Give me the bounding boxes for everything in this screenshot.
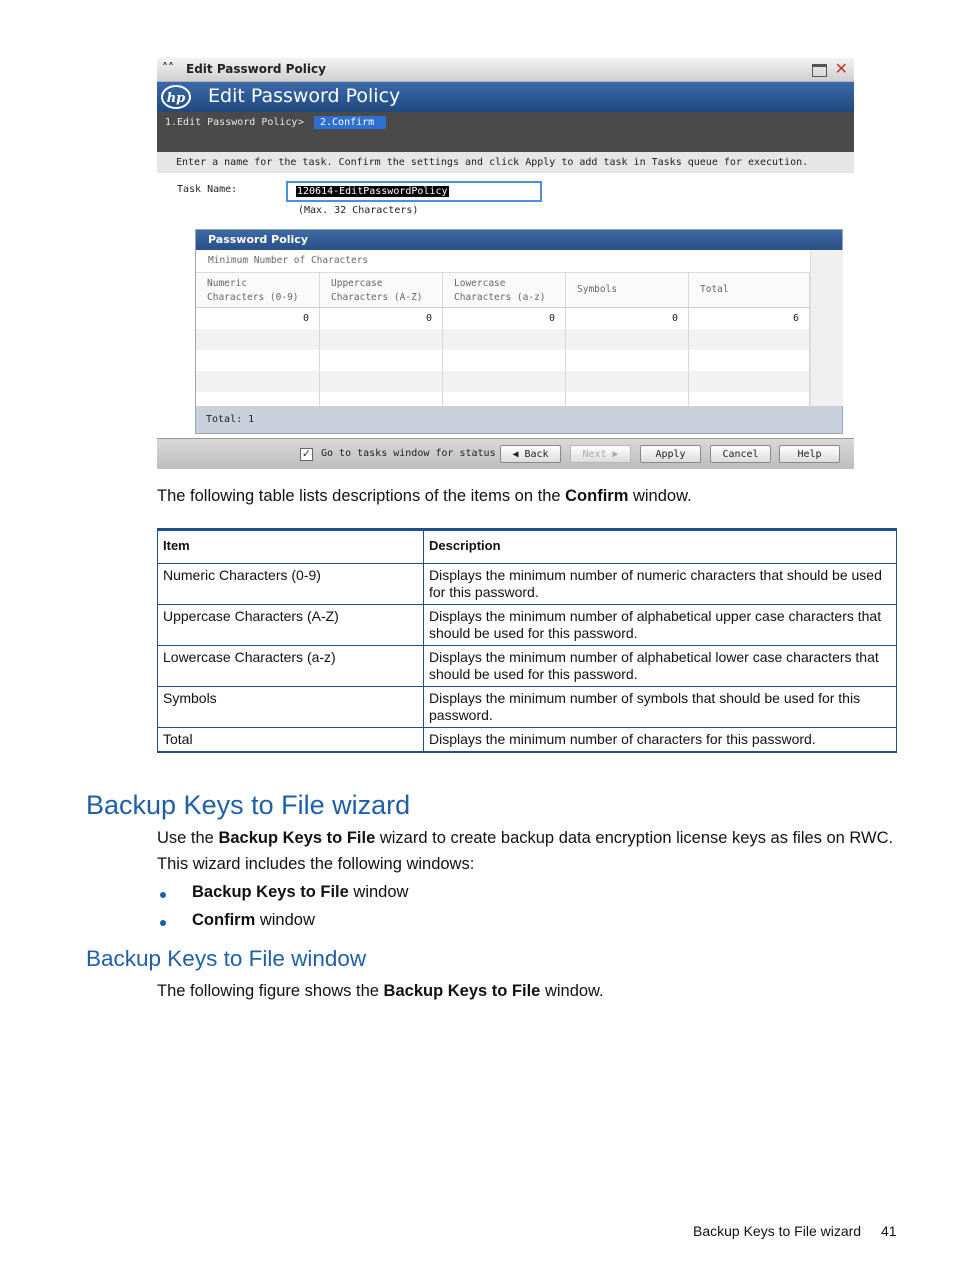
hp-logo: hp	[161, 85, 191, 109]
section-p1-pre: Use the	[157, 829, 219, 847]
maximize-icon[interactable]	[812, 64, 827, 77]
subsection-heading: Backup Keys to File window	[86, 946, 367, 971]
description-line: Displays the minimum number of characters for this password.	[429, 731, 816, 747]
section-paragraph-2: This wizard includes the following windows:	[157, 855, 475, 873]
table-row	[158, 728, 897, 753]
column-header-line2: Characters (A-Z)	[331, 292, 423, 303]
value-uppercase: 0	[320, 308, 443, 329]
empty-row	[196, 329, 810, 350]
task-name-note: (Max. 32 Characters)	[298, 205, 419, 216]
description-line: Displays the minimum number of symbols that should be used for this	[429, 690, 861, 706]
description-line: Displays the minimum number of numeric characters that should be used	[429, 567, 882, 583]
step-confirm[interactable]: 2.Confirm	[314, 116, 386, 129]
table-cell-item: Lowercase Characters (a-z)	[158, 646, 424, 687]
section-paragraph-1	[157, 829, 893, 848]
table-cell-description	[424, 564, 897, 605]
password-policy-subheader: Minimum Number of Characters	[196, 250, 810, 273]
apply-button[interactable]: Apply	[640, 445, 701, 463]
column-header-symbols[interactable]	[566, 273, 689, 307]
table-cell-description	[424, 646, 897, 687]
subsection-p-pre: The following figure shows the	[157, 982, 384, 1000]
cancel-button[interactable]: Cancel	[710, 445, 771, 463]
value-symbols: 0	[566, 308, 689, 329]
description-line: Displays the minimum number of alphabetical lower case characters that	[429, 649, 879, 665]
list-item	[192, 883, 408, 902]
table-header-row	[158, 530, 897, 564]
back-button[interactable]: ◀ Back	[500, 445, 561, 463]
description-line: Displays the minimum number of alphabetical upper case characters that	[429, 608, 882, 624]
empty-row	[196, 392, 810, 406]
description-line: password.	[429, 707, 493, 723]
table-cell-description	[424, 687, 897, 728]
instruction-text: Enter a name for the task. Confirm the settings and click Apply to add task in Tasks queue for execution.	[157, 152, 854, 173]
subsection-p-post: window.	[540, 982, 604, 1000]
list-item-rest: window	[255, 911, 315, 929]
list-item	[192, 911, 315, 930]
footer-section-title: Backup Keys to File wizard	[693, 1223, 862, 1239]
column-header-total[interactable]	[689, 273, 810, 307]
collapse-icon[interactable]: ˄˄	[162, 61, 174, 75]
table-cell-item: Uppercase Characters (A-Z)	[158, 605, 424, 646]
bullet-icon	[160, 892, 166, 898]
value-numeric: 0	[196, 308, 320, 329]
bullet-icon	[160, 920, 166, 926]
close-icon[interactable]: ✕	[834, 59, 848, 78]
table-cell-item: Total	[158, 728, 424, 753]
password-policy-panel	[195, 229, 843, 434]
step-edit-password-policy[interactable]: 1.Edit Password Policy	[165, 117, 298, 128]
table-row	[158, 687, 897, 728]
button-bar	[157, 438, 854, 469]
step-separator: >	[298, 117, 305, 128]
table-cell-description	[424, 605, 897, 646]
task-name-value: 120614-EditPasswordPolicy	[297, 186, 448, 197]
items-description-table	[157, 528, 897, 753]
value-lowercase: 0	[443, 308, 566, 329]
section-heading: Backup Keys to File wizard	[86, 790, 411, 820]
task-name-input[interactable]	[286, 181, 542, 202]
window-titlebar	[157, 58, 854, 82]
window-title: Edit Password Policy	[186, 62, 326, 76]
column-header-numeric[interactable]	[196, 273, 320, 307]
task-name-label: Task Name:	[177, 184, 238, 195]
wizard-steps	[157, 112, 854, 152]
policy-column-headers	[196, 273, 810, 308]
description-line: for this password.	[429, 584, 539, 600]
footer-page-number: 41	[881, 1223, 897, 1239]
column-header-line1: Total	[700, 284, 729, 295]
go-to-tasks-label: Go to tasks window for status	[321, 448, 496, 459]
column-header-lowercase[interactable]	[443, 273, 566, 307]
value-total: 6	[689, 308, 810, 329]
policy-total-footer: Total: 1	[196, 406, 842, 433]
table-cell-description	[424, 728, 897, 753]
table-cell-item: Numeric Characters (0-9)	[158, 564, 424, 605]
column-header-line1: Symbols	[577, 284, 618, 295]
column-header-line1: Numeric	[207, 278, 248, 289]
edit-password-policy-window	[157, 58, 854, 468]
section-p1-post: wizard to create backup data encryption license keys as files on RWC.	[375, 829, 894, 847]
column-header-uppercase[interactable]	[320, 273, 443, 307]
policy-values-row[interactable]	[196, 308, 810, 329]
column-header-line1: Uppercase	[331, 278, 383, 289]
subsection-paragraph	[157, 982, 604, 1001]
table-header-item: Item	[158, 530, 424, 564]
column-header-line2: Characters (a-z)	[454, 292, 546, 303]
next-button[interactable]: Next ▶	[570, 445, 631, 463]
table-row	[158, 564, 897, 605]
table-row	[158, 605, 897, 646]
table-row	[158, 646, 897, 687]
help-button[interactable]: Help	[779, 445, 840, 463]
password-policy-header: Password Policy	[196, 230, 842, 250]
banner-title: Edit Password Policy	[208, 85, 401, 107]
intro-text-bold: Confirm	[565, 487, 629, 505]
description-line: should be used for this password.	[429, 625, 638, 641]
description-line: should be used for this password.	[429, 666, 638, 682]
window-banner	[157, 82, 854, 112]
empty-row	[196, 350, 810, 371]
list-item-rest: window	[348, 883, 409, 901]
table-cell-item: Symbols	[158, 687, 424, 728]
list-item-bold: Confirm	[192, 911, 256, 929]
go-to-tasks-checkbox[interactable]: ✓	[301, 448, 312, 460]
subsection-p-bold: Backup Keys to File	[383, 982, 541, 1000]
empty-row	[196, 371, 810, 392]
intro-text-post: window.	[628, 487, 692, 505]
intro-text-pre: The following table lists descriptions of the items on the	[157, 487, 566, 505]
column-header-line2: Characters (0-9)	[207, 292, 299, 303]
table-header-description: Description	[424, 530, 897, 564]
panel-scrollbar[interactable]	[810, 250, 843, 406]
column-header-line1: Lowercase	[454, 278, 506, 289]
intro-paragraph	[157, 487, 692, 506]
section-p1-bold: Backup Keys to File	[218, 829, 376, 847]
list-item-bold: Backup Keys to File	[192, 883, 349, 901]
